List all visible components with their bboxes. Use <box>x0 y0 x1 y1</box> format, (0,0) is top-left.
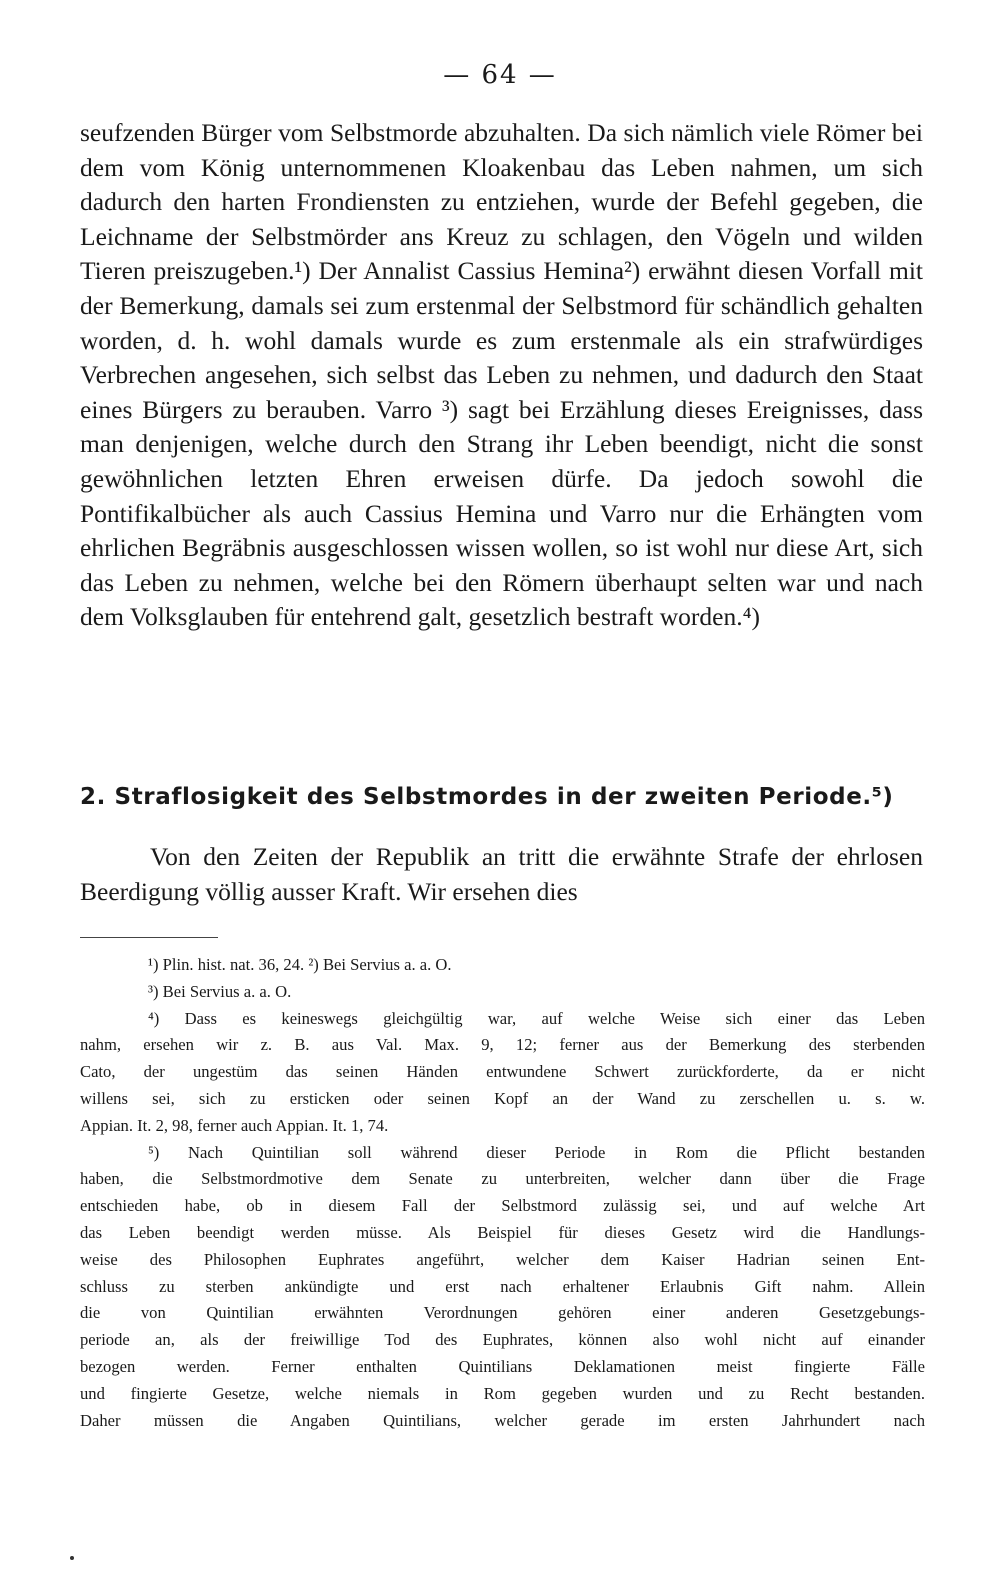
footnote-line: periode an, als der freiwillige Tod des Euphrates, können also wohl nicht auf einander <box>80 1330 925 1350</box>
footnote-line: haben, die Selbstmordmotive dem Senate zu unterbreiten, welcher dann über die Frage <box>80 1169 925 1189</box>
paragraph-text: seufzenden Bürger vom Selbstmorde abzuhalten. Da sich nämlich viele Römer bei dem vom König unternommenen Kloakenbau das Leben nahmen, um sich dadurch den harten Frondiensten zu entziehen, wurde der Befehl gegeben, die Leichname der Selbstmörder ans Kreuz zu schlagen, den Vögeln und wilden Tieren preiszugeben.¹) Der Annalist Cassius Hemina²) erwähnt diesen Vorfall mit der Bemerkung, damals sei zum erstenmal der Selbstmord für schändlich gehalten worden, d. h. wohl damals wurde es zum erstenmale als ein strafwürdiges Verbrechen angesehen, sich selbst das Leben zu nehmen, und dadurch den Staat eines Bürgers zu berauben. Varro ³) sagt bei Erzählung dieses Ereignisses, dass man denjenigen, welche durch den Strang ihr Leben beendigt, nicht die sonst gewöhnlichen letzten Ehren erweisen dürfe. Da jedoch sowohl die Pontifikalbücher als auch Cassius Hemina und Varro nur die Erhängten vom ehrlichen Begräbnis ausgeschlossen wissen wollen, so ist wohl nur diese Art, sich das Leben zu nehmen, welche bei den Römern überhaupt selten war und nach dem Volksglauben für entehrend galt, gesetzlich bestraft worden.⁴) <box>80 118 923 632</box>
footnote-line: Cato, der ungestüm das seinen Händen entwundene Schwert zurückforderte, da er nicht <box>80 1062 925 1082</box>
footnote-line: und fingierte Gesetze, welche niemals in Rom gegeben wurden und zu Recht bestanden. <box>80 1383 925 1403</box>
footnote-line: Appian. It. 2, 98, ferner auch Appian. It. 1, 74. <box>80 1115 389 1135</box>
body-paragraph-1 <box>80 116 923 635</box>
footnote-line: entschieden habe, ob in diesem Fall der Selbstmord zulässig sei, und auf welche Art <box>80 1196 925 1216</box>
footnote-line: Daher müssen die Angaben Quintilians, welcher gerade im ersten Jahrhundert nach <box>80 1410 925 1430</box>
paragraph-text: Von den Zeiten der Republik an tritt die erwähnte Strafe der ehrlosen Beerdigung völlig ausser Kraft. Wir ersehen dies <box>80 842 923 906</box>
footnotes <box>80 952 925 1434</box>
footnote-line: ⁴) Dass es keineswegs gleichgültig war, auf welche Weise sich einer das Leben <box>148 1008 925 1028</box>
scan-speck <box>70 1556 74 1560</box>
footnote-line: willens sei, sich zu ersticken oder seinen Kopf an der Wand zu zerschellen u. s. w. <box>80 1088 925 1108</box>
footnote-line: die von Quintilian erwähnten Verordnungen gehören einer anderen Gesetzgebungs- <box>80 1303 925 1323</box>
footnote-line: das Leben beendigt werden müsse. Als Beispiel für dieses Gesetz wird die Handlungs- <box>80 1222 925 1242</box>
footnote-line: schluss zu sterben ankündigte und erst nach erhaltener Erlaubnis Gift nahm. Allein <box>80 1276 925 1296</box>
body-paragraph-2 <box>80 840 923 909</box>
footnote-separator <box>80 937 218 938</box>
page-number: — 64 — <box>443 60 557 90</box>
footnote-line: nahm, ersehen wir z. B. aus Val. Max. 9, 12; ferner aus der Bemerkung des sterbenden <box>80 1035 925 1055</box>
footnote-line: bezogen werden. Ferner enthalten Quintilians Deklamationen meist fingierte Fälle <box>80 1356 925 1376</box>
footnote-line: weise des Philosophen Euphrates angeführt, welcher dem Kaiser Hadrian seinen Ent- <box>80 1249 925 1269</box>
footnote-line: ¹) Plin. hist. nat. 36, 24. ²) Bei Servius a. a. O. <box>148 955 452 974</box>
section-heading: 2. Straflosigkeit des Selbstmordes in der zweiten Periode.⁵) <box>80 784 894 810</box>
footnote-line: ³) Bei Servius a. a. O. <box>148 981 292 1001</box>
footnote-line: ⁵) Nach Quintilian soll während dieser Periode in Rom die Pflicht bestanden <box>148 1142 925 1162</box>
